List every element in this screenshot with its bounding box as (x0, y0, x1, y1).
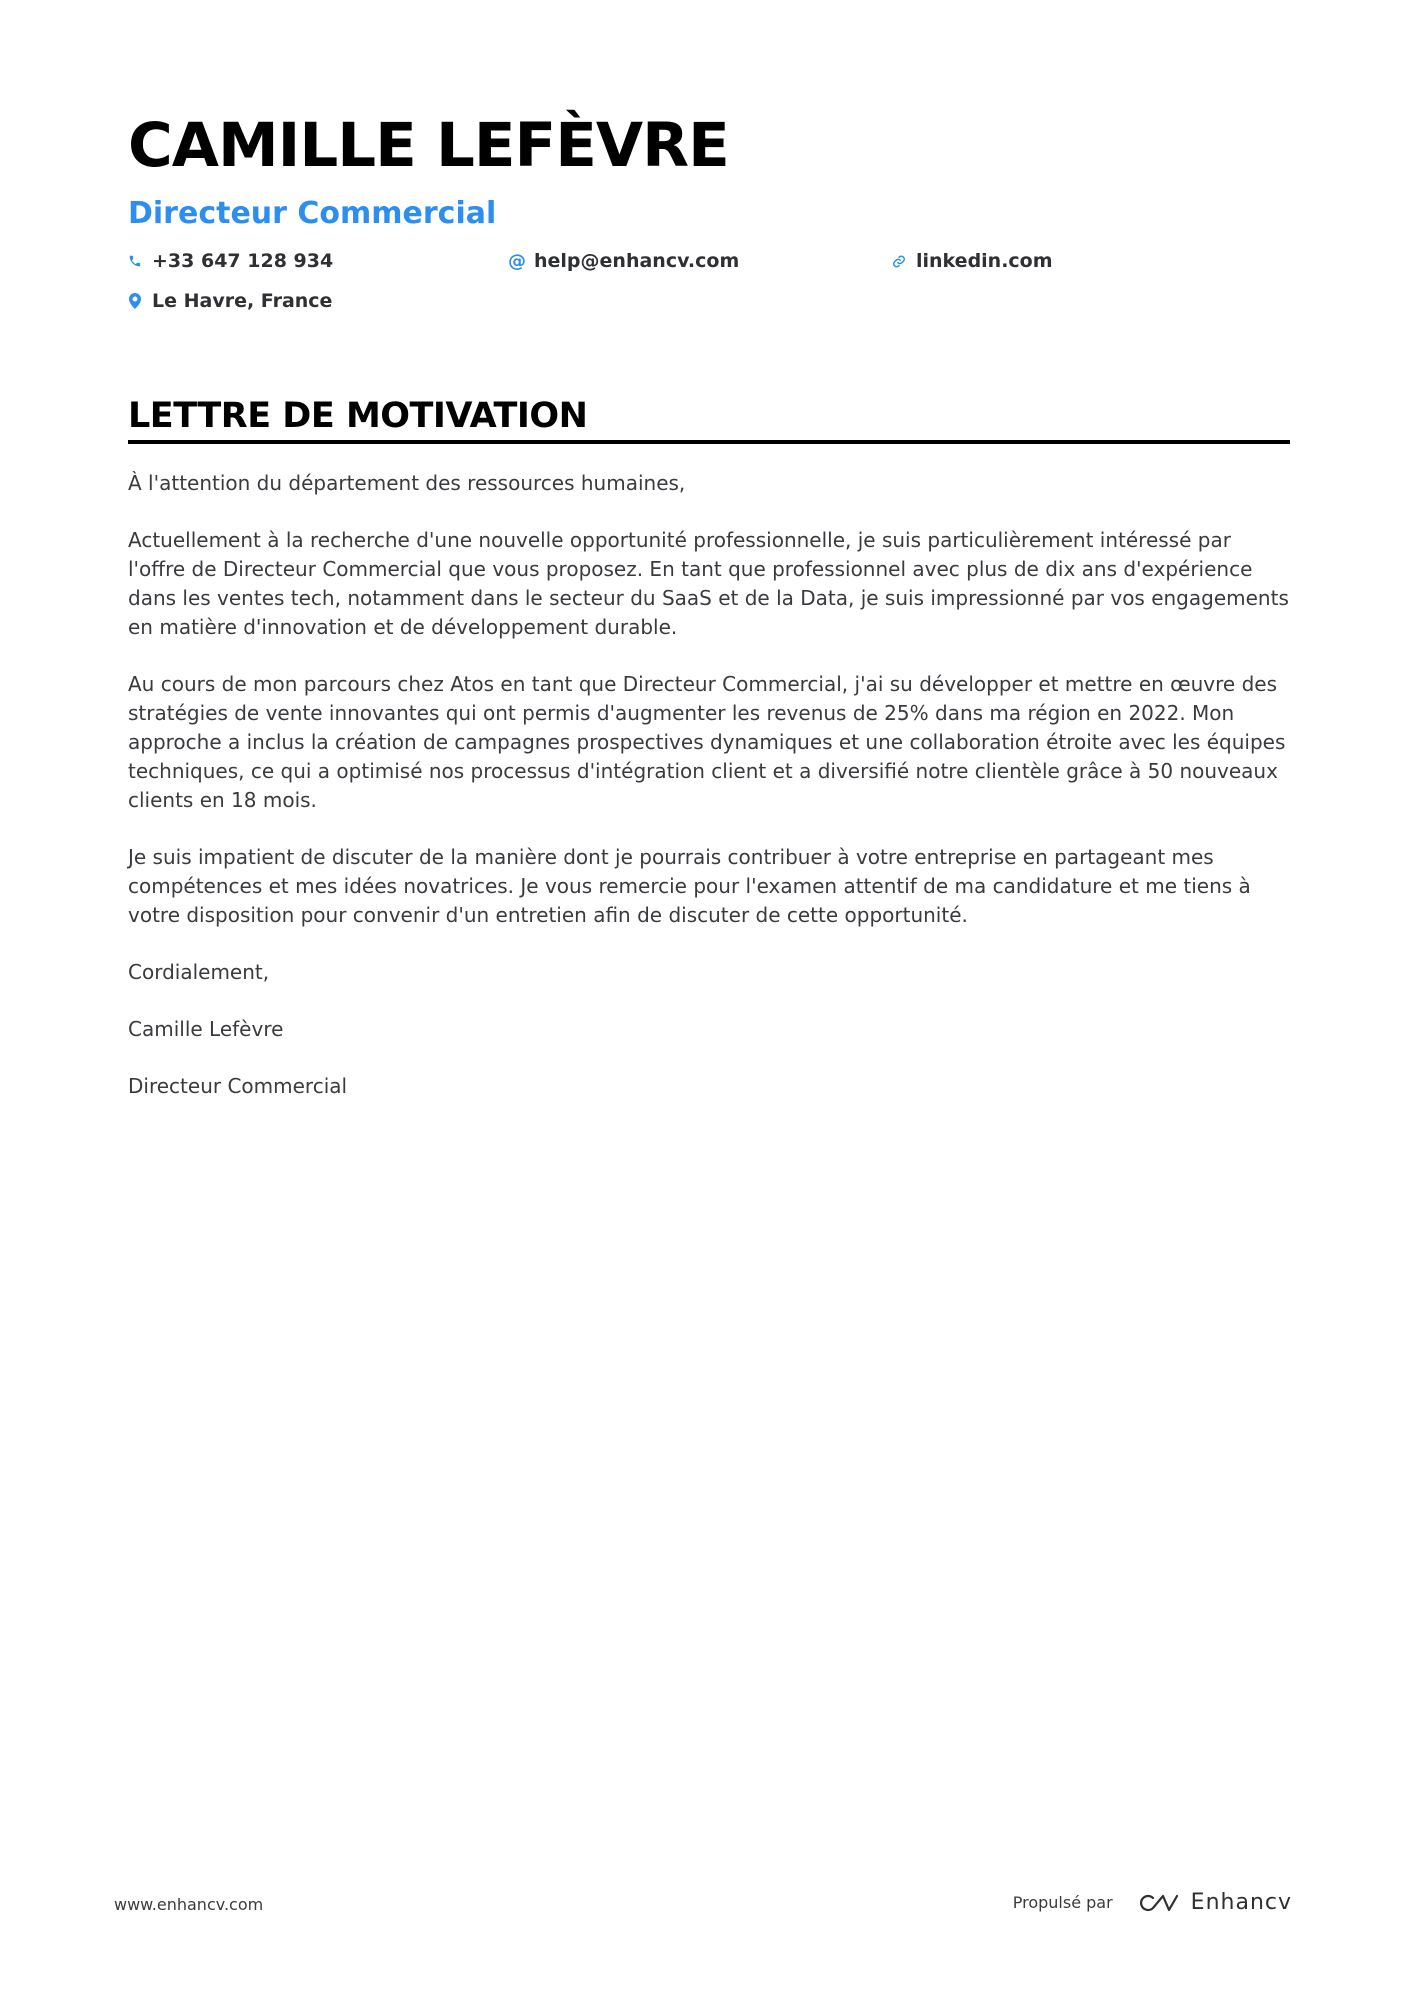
letter-body (128, 469, 1290, 1129)
contact-location (128, 286, 510, 316)
footer-website[interactable]: www.enhancv.com (114, 1895, 264, 1914)
brand-name: Enhancv (1190, 1890, 1292, 1915)
letter-closing: Cordialement, (128, 960, 270, 984)
email-text[interactable]: help@enhancv.com (534, 250, 740, 272)
signature-name: Camille Lefèvre (128, 1017, 284, 1041)
powered-by-text: Propulsé par (1012, 1893, 1113, 1912)
letter-paragraph: Je suis impatient de discuter de la manière dont je pourrais contribuer à votre entreprise en partageant mes compétences et mes idées novatrices. Je vous remercie pour l'examen attentif de ma candidature et me tiens à votre disposition pour convenir d'un entretien afin de discuter de cette opportunité. (128, 845, 1251, 927)
link-text[interactable]: linkedin.com (916, 250, 1053, 272)
phone-text: +33 647 128 934 (152, 250, 334, 272)
at-icon: @ (508, 250, 526, 272)
location-pin-icon (128, 292, 142, 310)
candidate-role: Directeur Commercial (128, 196, 497, 231)
letter-paragraph: Actuellement à la recherche d'une nouvelle opportunité professionnelle, je suis particulièrement intéressé par l'offre de Directeur Commercial que vous proposez. En tant que professionnel avec plus de dix ans d'expérience dans les ventes tech, notamment dans le secteur du SaaS et de la Data, je suis impressionné par vos engagements en matière d'innovation et de développement durable. (128, 528, 1289, 639)
location-text: Le Havre, France (152, 290, 333, 312)
candidate-name: CAMILLE LEFÈVRE (128, 110, 729, 181)
footer-branding (1013, 1890, 1292, 1915)
enhancv-logo-icon (1135, 1891, 1179, 1915)
phone-icon (128, 252, 142, 270)
contact-link[interactable] (892, 246, 1274, 276)
section-title: LETTRE DE MOTIVATION (128, 394, 1290, 444)
enhancv-logo[interactable] (1135, 1890, 1292, 1915)
header (128, 108, 1290, 316)
signature-title: Directeur Commercial (128, 1074, 348, 1098)
link-icon (892, 252, 906, 270)
contact-info (128, 246, 1290, 316)
contact-email[interactable] (510, 246, 892, 276)
letter-paragraph: Au cours de mon parcours chez Atos en tant que Directeur Commercial, j'ai su développer et mettre en œuvre des stratégies de vente innovantes qui ont permis d'augmenter les revenus de 25% dans ma région en 2022. Mon approche a inclus la création de campagnes prospectives dynamiques et une collaboration étroite avec les équipes techniques, ce qui a optimisé nos processus d'intégration client et a diversifié notre clientèle grâce à 50 nouveaux clients en 18 mois. (128, 672, 1286, 812)
contact-phone (128, 246, 510, 276)
letter-greeting: À l'attention du département des ressources humaines, (128, 471, 686, 495)
